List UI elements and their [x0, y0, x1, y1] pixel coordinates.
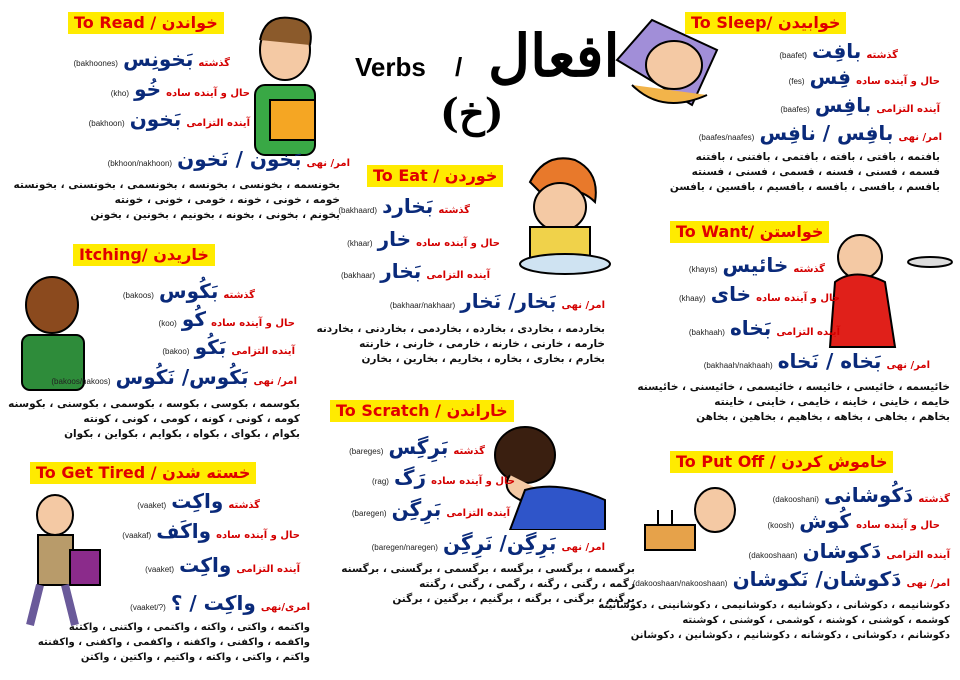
tired-conj-past: واکتمه ، واکتی ، واکته ، واکتمی ، واکتنی ، واکتنه: [68, 622, 310, 633]
itch-present-translit: (koo): [158, 319, 177, 328]
sleep-header: To Sleep/ خوابیدن: [685, 12, 846, 34]
itch-future-translit: (bakoo): [162, 347, 190, 356]
putoff-present-label: حال و آینده ساده: [856, 520, 940, 531]
read-past-translit: (bakhoones): [73, 59, 118, 68]
putoff-conj-future: دکوشانم ، دکوشانی ، دکوشانه ، دکوشانیم ، دکوشانین ، دکوشانن: [630, 630, 950, 641]
scratch-imp-translit: (baregen/naregen): [371, 543, 438, 552]
eat-present-translit: (khaar): [347, 239, 373, 248]
scratch-conj-present: رگمه ، رگنی ، رگنه ، رگمی ، رگنی ، رگنته: [419, 578, 635, 590]
want-present-translit: (khaay): [678, 294, 706, 303]
read-future: بَخون: [129, 107, 182, 131]
read-future-translit: (bakhoon): [88, 119, 125, 128]
itch-present: کُو: [181, 307, 207, 331]
sleep-past-label: گذشته: [866, 50, 898, 61]
read-present-label: حال و آینده ساده: [166, 88, 250, 99]
scratch-present-translit: (rag): [372, 477, 389, 486]
scratch-past-label: گذشته: [453, 446, 485, 457]
eat-header: To Eat / خوردن: [367, 165, 503, 187]
title-letter: (خ): [440, 90, 504, 137]
scratch-future-translit: (baregen): [351, 509, 387, 518]
tired-future-translit: (vaaket): [145, 565, 175, 574]
read-imperative: بَخون / نَخون: [177, 147, 302, 171]
scratch-present: رَگ: [394, 465, 427, 489]
itch-header: Itching/ خاریدن: [73, 244, 215, 266]
putoff-present-translit: (koosh): [767, 521, 795, 530]
want-past-label: گذشته: [793, 264, 825, 275]
want-conj-future: بخاهم ، بخاهی ، بخاهه ، بخاهیم ، بخاهین ، بخاهن: [696, 411, 950, 423]
read-header: To Read / خواندن: [68, 12, 224, 34]
want-past-translit: (khayıs): [688, 265, 718, 274]
read-conj-future: بخونم ، بخونی ، بخونه ، بخونیم ، بخونین ، بخونن: [90, 209, 340, 221]
itch-past: بَکُوس: [159, 279, 219, 303]
putoff-conj-past: دکوشانیمه ، دکوشانی ، دکوشانیه ، دکوشانیمی ، دکوشانینی ، دکوشانینه: [598, 600, 950, 611]
eat-imp-translit: (bakhaar/nakhaar): [389, 301, 456, 310]
putoff-present: کُوش: [799, 509, 852, 533]
tired-conj-future: واکتم ، واکتی ، واکته ، واکتیم ، واکتین ، واکتن: [80, 652, 310, 663]
itch-imperative: بَکُوس/ نَکُوس: [115, 365, 249, 389]
scratch-past-translit: (bareges): [349, 447, 384, 456]
eat-imp-label: امر/ نهی: [561, 300, 605, 311]
sleep-conj-past: بافتمه ، بافتی ، بافته ، بافتمی ، بافتنی ، بافتنه: [695, 151, 940, 163]
tired-present-translit: (vaakaf): [122, 531, 152, 540]
itch-past-label: گذشته: [223, 290, 255, 301]
putoff-future: دَکوشان: [802, 539, 882, 563]
eat-present-label: حال و آینده ساده: [416, 238, 500, 249]
wanting-woman-illustration: [825, 212, 955, 352]
tired-imperative: واکِت / ؟: [170, 591, 256, 615]
eating-girl-illustration: [505, 152, 615, 277]
title-slash: /: [455, 52, 463, 82]
eat-future: بَخار: [380, 259, 422, 283]
sleep-future: بافِس: [814, 93, 872, 117]
scratch-imp-label: امر/ نهی: [561, 542, 605, 553]
itch-past-translit: (bakoos): [122, 291, 154, 300]
read-imp-label: امر/ نهی: [306, 158, 350, 169]
sleep-present-label: حال و آینده ساده: [856, 76, 940, 87]
want-imp-label: امر/ نهی: [886, 360, 930, 371]
want-future: بَخاه: [730, 316, 772, 340]
want-imperative: بَخاه / نَخاه: [777, 349, 882, 373]
sleep-present-translit: (fes): [788, 77, 805, 86]
want-header: To Want/ خواستن: [670, 221, 829, 243]
want-future-label: آینده التزامی: [776, 327, 840, 338]
sleep-imp-translit: (baafes/naafes): [698, 133, 755, 142]
itch-conj-future: بکوام ، بکوای ، بکواه ، بکوایم ، بکواین ، بکوان: [64, 428, 300, 440]
want-imp-translit: (bakhaah/nakhaah): [703, 361, 773, 370]
eat-conj-future: بخارم ، بخاری ، بخاره ، بخاریم ، بخارین ، بخارن: [361, 353, 605, 365]
itch-imp-translit: (bakoos/nakoos): [51, 377, 111, 386]
eat-past: بَخارد: [382, 194, 434, 218]
sleep-conj-future: بافسم ، بافسی ، بافسه ، بافسیم ، بافسین ، بافسن: [669, 181, 940, 193]
eat-past-translit: (bakhaard): [338, 206, 378, 215]
tired-past-translit: (vaaket): [137, 501, 167, 510]
read-past-label: گذشته: [198, 58, 230, 69]
tired-future-label: آینده التزامی: [236, 564, 300, 575]
sleep-future-label: آینده التزامی: [876, 104, 940, 115]
putoff-imp-translit: (dakooshaan/nakooshaan): [632, 579, 728, 588]
read-conj-past: بخونسمه ، بخونسی ، بخونسه ، بخونسمی ، بخونسنی ، بخونسته: [13, 179, 340, 191]
read-conj-present: خومه ، خونی ، خونه ، خومی ، خونی ، خونته: [114, 194, 340, 206]
putoff-future-translit: (dakooshaan): [748, 551, 798, 560]
itch-conj-past: بکوسمه ، بکوسی ، بکوسه ، بکوسمی ، بکوسنی ، بکوسنه: [8, 398, 300, 410]
title-verbs: Verbs: [355, 52, 426, 82]
putoff-conj-present: کوشمه ، کوشنی ، کوشنه ، کوشمی ، کوشنی ، کوشنته: [682, 615, 950, 626]
read-present-translit: (kho): [110, 89, 129, 98]
putoff-future-label: آینده التزامی: [886, 550, 950, 561]
read-imp-translit: (bkhoon/nakhoon): [107, 159, 173, 168]
read-past: بَخونِس: [123, 47, 194, 71]
want-conj-present: خایمه ، خاینی ، خاینه ، خایمی ، خاینی ، خاینته: [714, 396, 950, 408]
tired-imp-translit: (vaaket/?): [130, 603, 166, 612]
sleep-imp-label: امر/ نهی: [898, 132, 942, 143]
read-present: خُو: [134, 77, 162, 101]
itch-conj-present: کومه ، کونی ، کونه ، کومی ، کونی ، کونته: [83, 413, 300, 425]
sleep-conj-present: فسمه ، فسنی ، فسنه ، فسمی ، فسنی ، فسنته: [691, 166, 940, 178]
sleep-present: فِس: [809, 65, 852, 89]
want-present-label: حال و آینده ساده: [756, 293, 840, 304]
sleep-future-translit: (baafes): [780, 105, 810, 114]
scratch-future-label: آینده التزامی: [446, 508, 510, 519]
scratch-future: بَرِگِن: [391, 497, 442, 521]
eat-past-label: گذشته: [438, 205, 470, 216]
scratch-conj-past: برگسمه ، برگسی ، برگسه ، برگسمی ، برگسنی ، برگسنه: [341, 563, 635, 575]
itch-future: بَکُو: [194, 335, 227, 359]
want-past: خائیس: [722, 253, 789, 277]
putoff-past-translit: (dakooshani): [772, 495, 819, 504]
eat-present: خار: [377, 227, 412, 251]
scratch-past: بَرِگِس: [388, 435, 449, 459]
eat-future-label: آینده التزامی: [426, 270, 490, 281]
tired-present: واکَف: [156, 519, 212, 543]
tired-future: واکِت: [179, 553, 232, 577]
scratch-conj-future: برگنم ، برگنی ، برگنه ، برگنیم ، برگنین ، برگنن: [392, 593, 635, 605]
eat-conj-past: بخاردمه ، بخاردی ، بخارده ، بخاردمی ، بخاردنی ، بخاردنه: [316, 323, 605, 335]
putoff-imperative: دَکوشان/ نَکوشان: [732, 567, 902, 591]
scratch-present-label: حال و آینده ساده: [431, 476, 515, 487]
sleep-imperative: بافِس / نافِس: [759, 121, 894, 145]
sleep-past: بافِت: [812, 39, 862, 63]
itch-imp-label: امر/ نهی: [253, 376, 297, 387]
reading-man-illustration: [240, 10, 330, 160]
tired-conj-present: واکفمه ، واکفنی ، واکفنه ، واکفمی ، واکفنی ، واکفنته: [37, 637, 310, 648]
title-farsi: افعال: [488, 22, 620, 90]
tired-imp-label: امری/نهی: [260, 602, 310, 613]
itch-present-label: حال و آینده ساده: [211, 318, 295, 329]
tired-header: To Get Tired / خسته شدن: [30, 462, 256, 484]
tired-past: واکِت: [171, 489, 224, 513]
putoff-past: دَکُوشانی: [823, 483, 914, 507]
want-future-translit: (bakhaah): [688, 328, 725, 337]
putoff-past-label: گذشته: [918, 494, 950, 505]
putoff-imp-label: امر/ نهی: [906, 578, 950, 589]
want-conj-past: خائیسمه ، خائیسی ، خائیسه ، خائیسمی ، خائیسنی ، خائیسنه: [637, 381, 950, 393]
scratch-header: To Scratch / خاراندن: [330, 400, 514, 422]
sleep-past-translit: (baafet): [779, 51, 807, 60]
tired-present-label: حال و آینده ساده: [216, 530, 300, 541]
eat-future-translit: (bakhaar): [340, 271, 376, 280]
tired-past-label: گذشته: [228, 500, 260, 511]
itch-future-label: آینده التزامی: [231, 346, 295, 357]
want-present: خای: [710, 282, 752, 306]
eat-imperative: بَخار/ نَخار: [460, 289, 557, 313]
read-future-label: آینده التزامی: [186, 118, 250, 129]
scratch-imperative: بَرِگِن/ نَرِگِن: [443, 531, 557, 555]
eat-conj-present: خارمه ، خارنی ، خارنه ، خارمی ، خارنی ، خارنته: [359, 338, 605, 350]
putoff-header: To Put Off / خاموش کردن: [670, 451, 893, 473]
